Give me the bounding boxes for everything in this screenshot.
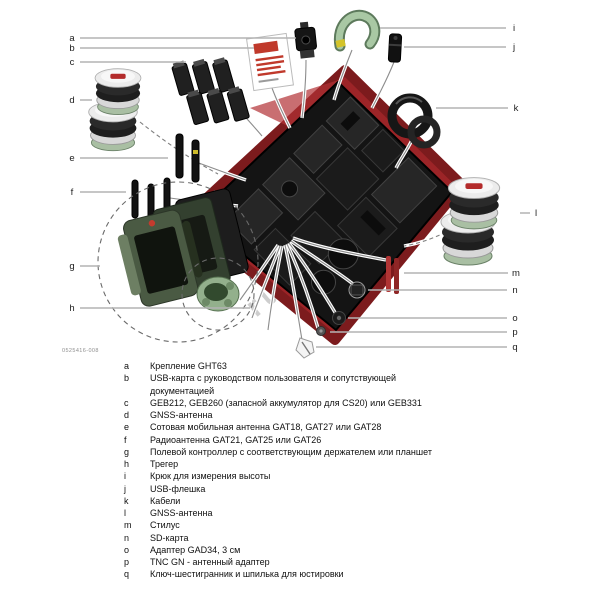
legend-row — [124, 397, 464, 409]
legend-key: n — [124, 532, 130, 543]
legend-text: Крюк для измерения высоты — [150, 471, 271, 482]
callout-letter-o: o — [512, 313, 518, 324]
legend-text: Сотовая мобильная антенна GAT18, GAT27 или GAT28 — [150, 422, 382, 433]
callout-letter-a: a — [69, 33, 75, 44]
legend-key: a — [124, 361, 130, 371]
legend-row — [124, 409, 464, 421]
legend-key: j — [124, 483, 126, 494]
legend-text: Радиоантенна GAT21, GAT25 или GAT26 — [150, 434, 322, 445]
legend-row — [124, 360, 464, 372]
legend-text: Кабели — [150, 495, 181, 506]
legend-text: Полевой контроллер с соответствующим держателем или планшет — [150, 446, 432, 457]
height-hook-illustration — [335, 15, 374, 48]
legend-text: Крепление GHT63 — [150, 361, 227, 371]
legend-row — [124, 446, 464, 458]
usb-stick-illustration — [388, 34, 401, 63]
legend-row — [124, 507, 464, 519]
legend-row — [124, 519, 464, 531]
legend-text: GNSS-антенна — [150, 508, 213, 518]
callout-letter-i: i — [512, 23, 516, 34]
legend-key: k — [124, 495, 129, 506]
callout-letter-h: h — [69, 303, 75, 314]
legend-text: Ключ-шестигранник и шпилька для юстировки — [150, 569, 344, 580]
callout-letter-m: m — [512, 268, 520, 279]
legend-row — [124, 556, 464, 568]
battery-pack-illustration — [171, 47, 250, 134]
callout-letter-n: n — [512, 285, 518, 296]
callout-letter-j: j — [512, 42, 516, 53]
legend-text: Адаптер GAD34, 3 см — [150, 544, 241, 555]
legend-key: f — [124, 434, 127, 445]
legend-key: p — [124, 557, 130, 567]
callout-letter-q: q — [512, 342, 518, 353]
gnss-antenna-left-illustration — [89, 69, 141, 151]
legend-text: Стилус — [150, 520, 180, 531]
legend-text: Трегер — [150, 459, 179, 469]
legend-text: TNC GN - антенный адаптер — [150, 557, 270, 567]
legend-row — [124, 532, 464, 544]
legend-text: USB-флешка — [150, 483, 206, 494]
legend-row — [124, 434, 464, 446]
callout-letter-k: k — [513, 103, 519, 114]
callout-letter-c: c — [69, 57, 75, 68]
legend-text: GEB212, GEB260 (запасной аккумулятор для CS20) или GEB331 — [150, 397, 422, 408]
hex-key-illustration — [296, 338, 314, 358]
legend — [124, 360, 464, 581]
gnss-antenna-right-illustration — [441, 178, 500, 265]
callout-letter-d: d — [69, 95, 75, 106]
legend-text: USB-карта с руководством пользователя и сопутствующей документацией — [150, 373, 396, 396]
legend-row — [124, 483, 464, 495]
gad34-adapter-illustration — [333, 312, 346, 325]
tnc-adapter-illustration — [317, 327, 326, 336]
ght63-bracket-illustration — [294, 21, 318, 59]
legend-key: b — [124, 373, 130, 384]
legend-key: m — [124, 520, 132, 531]
legend-row — [124, 421, 464, 433]
legend-row — [124, 470, 464, 482]
legend-row — [124, 372, 464, 397]
legend-key: e — [124, 422, 130, 433]
callout-letter-f: f — [70, 187, 74, 198]
legend-key: o — [124, 544, 130, 555]
callout-letter-b: b — [69, 43, 75, 54]
callout-letter-e: e — [69, 153, 75, 164]
legend-key: i — [124, 471, 126, 482]
legend-key: c — [124, 397, 129, 408]
legend-row — [124, 458, 464, 470]
callout-letter-l: l — [534, 208, 538, 219]
legend-key: h — [124, 459, 130, 469]
legend-row — [124, 495, 464, 507]
legend-key: g — [124, 446, 130, 457]
figure-id: 0525416-008 — [62, 348, 99, 354]
legend-key: q — [124, 569, 130, 580]
legend-text: GNSS-антенна — [150, 410, 213, 420]
legend-row — [124, 544, 464, 556]
usb-doc-card-illustration — [247, 33, 294, 90]
legend-key: l — [124, 508, 126, 518]
legend-text: SD-карта — [150, 532, 189, 543]
legend-key: d — [124, 410, 130, 420]
callout-letter-p: p — [512, 327, 518, 338]
callout-letter-g: g — [69, 261, 75, 272]
legend-row — [124, 568, 464, 580]
